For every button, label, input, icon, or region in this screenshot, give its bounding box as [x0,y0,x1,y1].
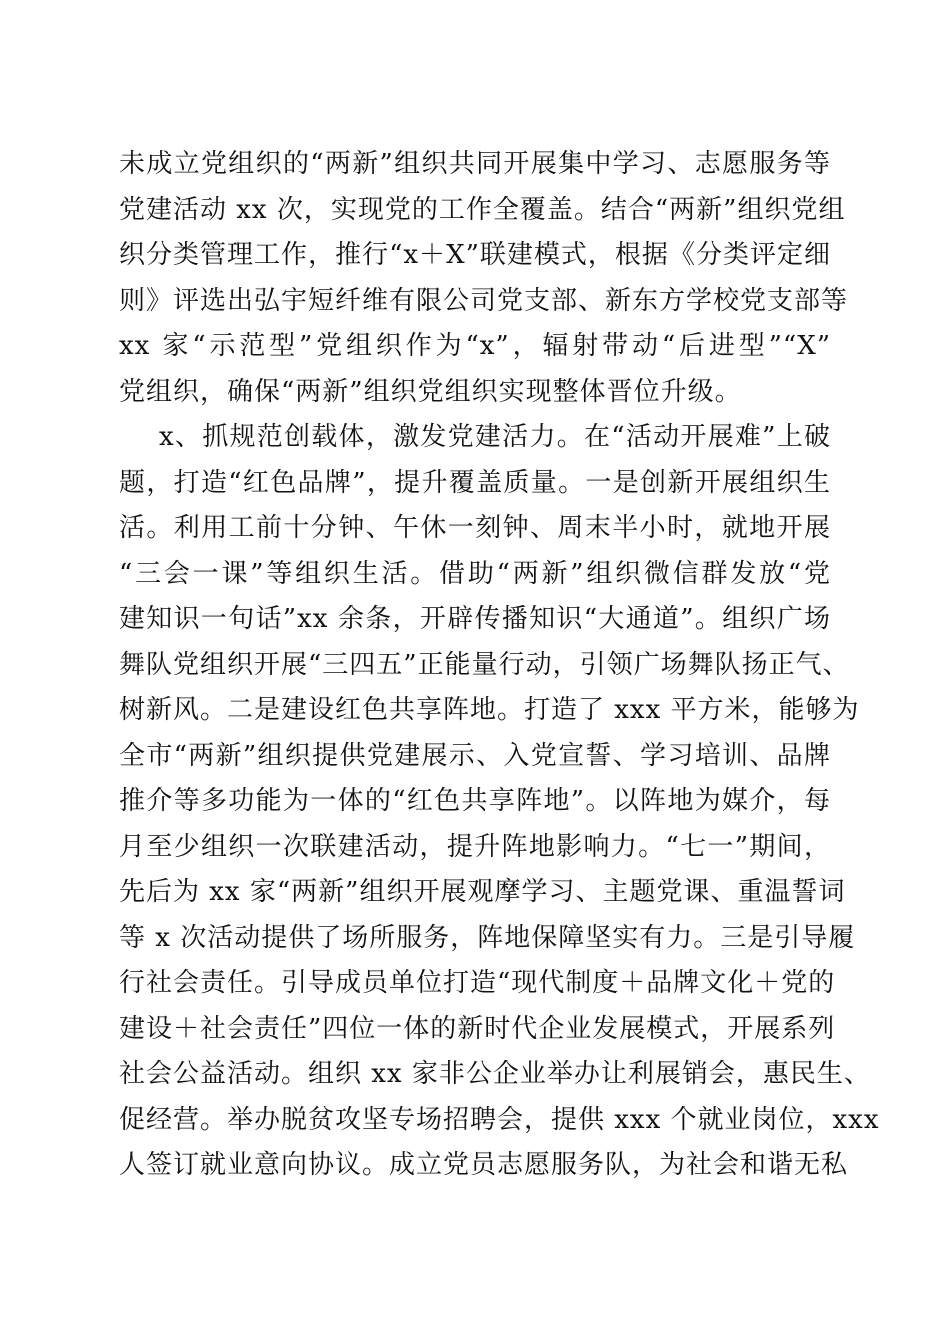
paragraph-end-line: 党组织，确保“两新”组织党组织实现整体晋位升级。 [119,376,742,407]
text-line: 人签订就业意向协议。成立党员志愿服务队，为社会和谐无私 [119,1150,849,1180]
text-line: 促经营。举办脱贫攻坚专场招聘会，提供 xxx 个就业岗位，xxx [119,1104,880,1135]
text-line: 织分类管理工作，推行“x＋X”联建模式，根据《分类评定细 [119,240,831,270]
text-line: 活。利用工前十分钟、午休一刻钟、周末半小时，就地开展 [119,513,831,543]
text-line: 建知识一句话”xx 余条，开辟传播知识“大通道”。组织广场 [119,604,831,634]
text-line: 行社会责任。引导成员单位打造“现代制度＋品牌文化＋党的 [119,968,836,998]
text-line: 则》评选出弘宇短纤维有限公司党支部、新东方学校党支部等 [119,285,849,316]
text-line: 等 x 次活动提供了场所服务，阵地保障坚实有力。三是引导履 [119,922,856,953]
text-line: 月至少组织一次联建活动，提升阵地影响力。“七一”期间， [119,831,831,862]
text-line: “三会一课”等组织生活。借助“两新”组织微信群发放“党 [119,558,831,589]
text-line: 舞队党组织开展“三四五”正能量行动，引领广场舞队扬正气、 [119,649,850,680]
text-line: 题，打造“红色品牌”，提升覆盖质量。一是创新开展组织生 [119,467,831,498]
text-line: 全市“两新”组织提供党建展示、入党宣誓、学习培训、品牌 [119,740,831,771]
text-line: 推介等多功能为一体的“红色共享阵地”。以阵地为媒介，每 [119,786,831,816]
paragraph-first-line: x、抓规范创载体，激发党建活力。在“活动开展难”上破 [159,422,831,452]
text-line: 树新风。二是建设红色共享阵地。打造了 xxx 平方米，能够为 [119,695,860,725]
text-line: 未成立党组织的“两新”组织共同开展集中学习、志愿服务等 [119,149,831,179]
body-text [119,142,880,1189]
text-line: 社会公益活动。组织 xx 家非公企业举办让利展销会，惠民生、 [119,1059,871,1089]
text-line: xx 家“示范型”党组织作为“x”，辐射带动“后进型”“X” [119,331,831,361]
text-line: 党建活动 xx 次，实现党的工作全覆盖。结合“两新”组织党组 [119,194,846,225]
text-line: 建设＋社会责任”四位一体的新时代企业发展模式，开展系列 [119,1013,836,1044]
text-line: 先后为 xx 家“两新”组织开展观摩学习、主题党课、重温誓词 [119,877,846,907]
